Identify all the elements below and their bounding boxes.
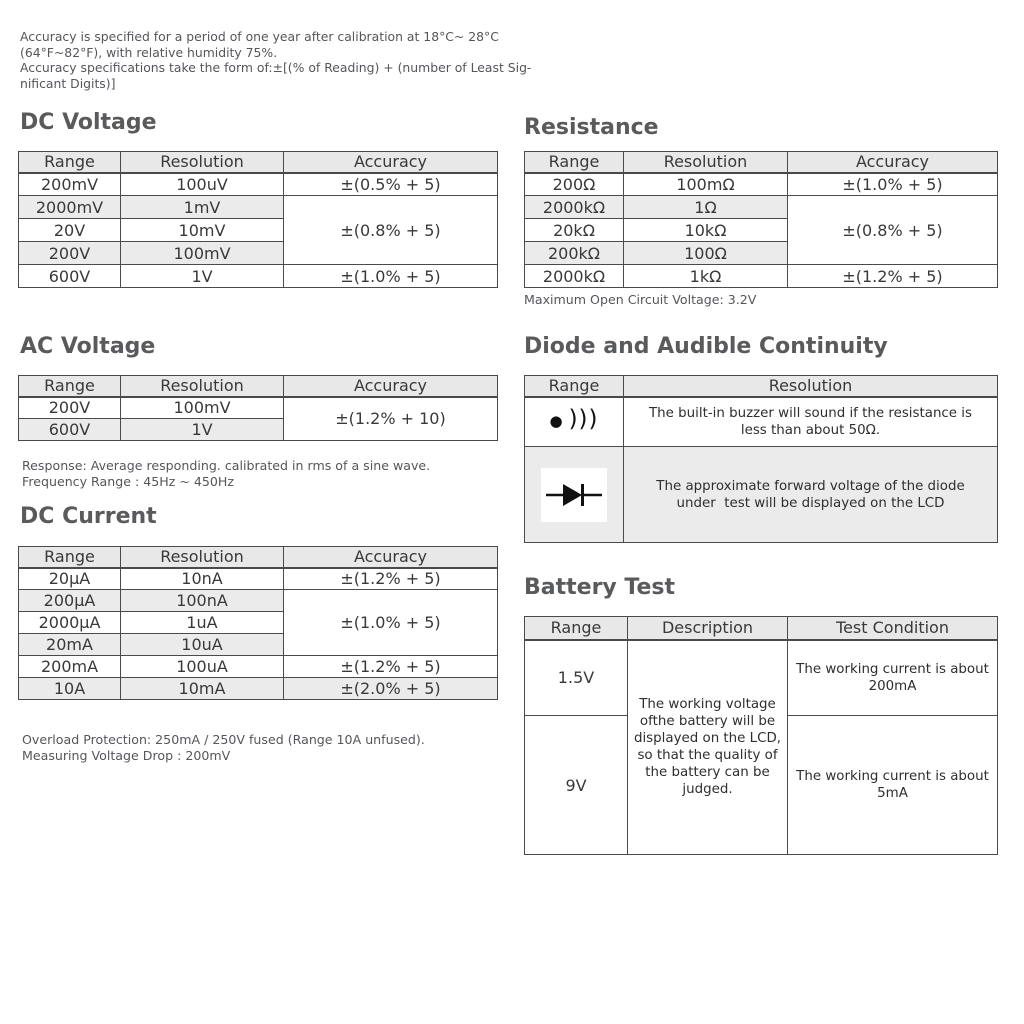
- description-line: the battery can be: [645, 765, 770, 781]
- test-condition-cell: [788, 640, 998, 716]
- header-resolution: Resolution: [121, 152, 284, 173]
- condition-line-2: 5mA: [877, 786, 908, 801]
- header-range: Range: [525, 152, 624, 173]
- dc-current-title: DC Current: [20, 504, 157, 529]
- range-cell: 200mA: [19, 656, 121, 678]
- resolution-cell: 1Ω: [624, 196, 788, 219]
- accuracy-cell-merged: ±(0.8% + 5): [788, 196, 998, 265]
- range-cell: [525, 397, 624, 447]
- resolution-cell: 1uA: [121, 612, 284, 634]
- ac-frequency-note: Frequency Range : 45Hz ~ 450Hz: [22, 473, 235, 489]
- header-test-condition: Test Condition: [788, 617, 998, 640]
- resolution-cell: 100mV: [121, 397, 284, 419]
- table-row: [19, 678, 498, 700]
- range-cell: 600V: [19, 265, 121, 288]
- range-cell: 1.5V: [525, 640, 628, 716]
- range-cell: 9V: [525, 716, 628, 855]
- header-range: Range: [525, 376, 624, 397]
- resistance-title: Resistance: [524, 115, 659, 140]
- diode-icon: [541, 468, 607, 522]
- buzzer-waves-glyph: ))): [568, 406, 599, 433]
- header-accuracy: Accuracy: [284, 547, 498, 568]
- table-row: [525, 640, 998, 716]
- ac-response-note: Response: Average responding. calibrated in rms of a sine wave.: [22, 458, 431, 473]
- header-accuracy: Accuracy: [284, 376, 498, 397]
- range-cell: 200V: [19, 242, 121, 265]
- ac-voltage-title: AC Voltage: [20, 334, 156, 359]
- accuracy-cell: ±(1.0% + 5): [788, 173, 998, 196]
- table-header-row: [19, 547, 498, 568]
- resolution-cell: 10mA: [121, 678, 284, 700]
- range-cell: 2000kΩ: [525, 265, 624, 288]
- table-header-row: [19, 376, 498, 397]
- condition-line-1: The working current is about: [796, 769, 989, 784]
- range-cell: 20µA: [19, 568, 121, 590]
- table-header-row: [525, 617, 998, 640]
- accuracy-cell-merged: ±(1.2% + 10): [284, 397, 498, 441]
- diode-continuity-title: Diode and Audible Continuity: [524, 334, 888, 359]
- dc-voltage-title: DC Voltage: [20, 110, 157, 135]
- table-header-row: [525, 376, 998, 397]
- description-cell-merged: [628, 640, 788, 855]
- table-row: [19, 656, 498, 678]
- resolution-cell: 100mV: [121, 242, 284, 265]
- ac-voltage-notes: [22, 458, 430, 489]
- range-cell: 200V: [19, 397, 121, 419]
- accuracy-cell-merged: ±(1.0% + 5): [284, 590, 498, 656]
- buzzer-text-line-2: less than about 50Ω.: [740, 422, 881, 438]
- range-cell: 20V: [19, 219, 121, 242]
- intro-paragraph: [20, 29, 531, 91]
- resolution-cell: 10uA: [121, 634, 284, 656]
- resolution-text-cell: [624, 397, 998, 447]
- battery-test-title: Battery Test: [524, 575, 676, 600]
- battery-test-table: [524, 616, 998, 855]
- ac-voltage-table: [18, 375, 498, 441]
- table-row: [525, 397, 998, 447]
- table-row: [525, 173, 998, 196]
- accuracy-cell: ±(1.2% + 5): [788, 265, 998, 288]
- range-cell: 600V: [19, 419, 121, 441]
- resolution-cell: 100uV: [121, 173, 284, 196]
- header-range: Range: [525, 617, 628, 640]
- header-resolution: Resolution: [624, 376, 998, 397]
- header-range: Range: [19, 376, 121, 397]
- overload-protection-note: Overload Protection: 250mA / 250V fused (Range 10A unfused).: [22, 732, 425, 747]
- table-row: [525, 447, 998, 543]
- resistance-table: [524, 151, 998, 288]
- table-row: [19, 265, 498, 288]
- resolution-cell: 10kΩ: [624, 219, 788, 242]
- range-cell: 200mV: [19, 173, 121, 196]
- resolution-cell: 1kΩ: [624, 265, 788, 288]
- table-row: [19, 397, 498, 419]
- resolution-cell: 10mV: [121, 219, 284, 242]
- header-resolution: Resolution: [121, 547, 284, 568]
- range-cell: 2000µA: [19, 612, 121, 634]
- accuracy-cell: ±(2.0% + 5): [284, 678, 498, 700]
- resolution-cell: 1V: [121, 419, 284, 441]
- accuracy-cell: ±(1.0% + 5): [284, 265, 498, 288]
- range-cell: 2000kΩ: [525, 196, 624, 219]
- intro-line-3: Accuracy specifications take the form of:±[(% of Reading) + (number of Least Sig-: [20, 60, 532, 75]
- condition-line-1: The working current is about: [796, 661, 989, 677]
- resolution-cell: 100mΩ: [624, 173, 788, 196]
- intro-line-2: (64°F~82°F), with relative humidity 75%.: [20, 44, 278, 60]
- header-description: Description: [628, 617, 788, 640]
- resolution-cell: 10nA: [121, 568, 284, 590]
- table-row: [19, 590, 498, 612]
- intro-line-1: Accuracy is specified for a period of one year after calibration at 18°C~ 28°C: [20, 29, 499, 44]
- range-cell: 2000mV: [19, 196, 121, 219]
- intro-line-4: nificant Digits)]: [20, 75, 116, 91]
- resolution-cell: 100nA: [121, 590, 284, 612]
- table-header-row: [525, 152, 998, 173]
- resolution-text-cell: [624, 447, 998, 543]
- header-range: Range: [19, 152, 121, 173]
- range-cell: 10A: [19, 678, 121, 700]
- range-cell: 20mA: [19, 634, 121, 656]
- description-line: judged.: [682, 782, 733, 798]
- description-line: displayed on the LCD,: [633, 731, 782, 747]
- table-header-row: [19, 152, 498, 173]
- accuracy-cell: ±(1.2% + 5): [284, 568, 498, 590]
- accuracy-cell: ±(1.2% + 5): [284, 656, 498, 678]
- table-row: [19, 196, 498, 219]
- header-accuracy: Accuracy: [284, 152, 498, 173]
- range-cell: 200kΩ: [525, 242, 624, 265]
- range-cell: 200µA: [19, 590, 121, 612]
- resolution-cell: 100Ω: [624, 242, 788, 265]
- resistance-note: Maximum Open Circuit Voltage: 3.2V: [524, 292, 757, 307]
- accuracy-cell-merged: ±(0.8% + 5): [284, 196, 498, 265]
- buzzer-dot-glyph: ●: [549, 412, 563, 431]
- accuracy-cell: ±(0.5% + 5): [284, 173, 498, 196]
- condition-line-2: 200mA: [868, 678, 917, 694]
- resolution-cell: 1V: [121, 265, 284, 288]
- diode-text-line-2: under test will be displayed on the LCD: [676, 495, 945, 511]
- dc-current-notes: [22, 732, 425, 763]
- buzzer-text-line-1: The built-in buzzer will sound if the resistance is: [649, 405, 972, 421]
- resolution-cell: 100uA: [121, 656, 284, 678]
- header-accuracy: Accuracy: [788, 152, 998, 173]
- header-resolution: Resolution: [624, 152, 788, 173]
- description-line: ofthe battery will be: [639, 714, 776, 730]
- table-row: [19, 568, 498, 590]
- description-line: so that the quality of: [637, 748, 778, 764]
- table-row: [525, 196, 998, 219]
- diode-text-line-1: The approximate forward voltage of the diode: [656, 478, 965, 494]
- description-line: The working voltage: [639, 697, 776, 713]
- range-cell: [525, 447, 624, 543]
- header-range: Range: [19, 547, 121, 568]
- dc-voltage-table: [18, 151, 498, 288]
- table-row: [525, 265, 998, 288]
- diode-continuity-table: [524, 375, 998, 543]
- test-condition-cell: [788, 716, 998, 855]
- continuity-buzzer-icon: [525, 406, 623, 433]
- dc-current-table: [18, 546, 498, 700]
- header-resolution: Resolution: [121, 376, 284, 397]
- voltage-drop-note: Measuring Voltage Drop : 200mV: [22, 747, 231, 763]
- resolution-cell: 1mV: [121, 196, 284, 219]
- range-cell: 20kΩ: [525, 219, 624, 242]
- range-cell: 200Ω: [525, 173, 624, 196]
- table-row: [19, 173, 498, 196]
